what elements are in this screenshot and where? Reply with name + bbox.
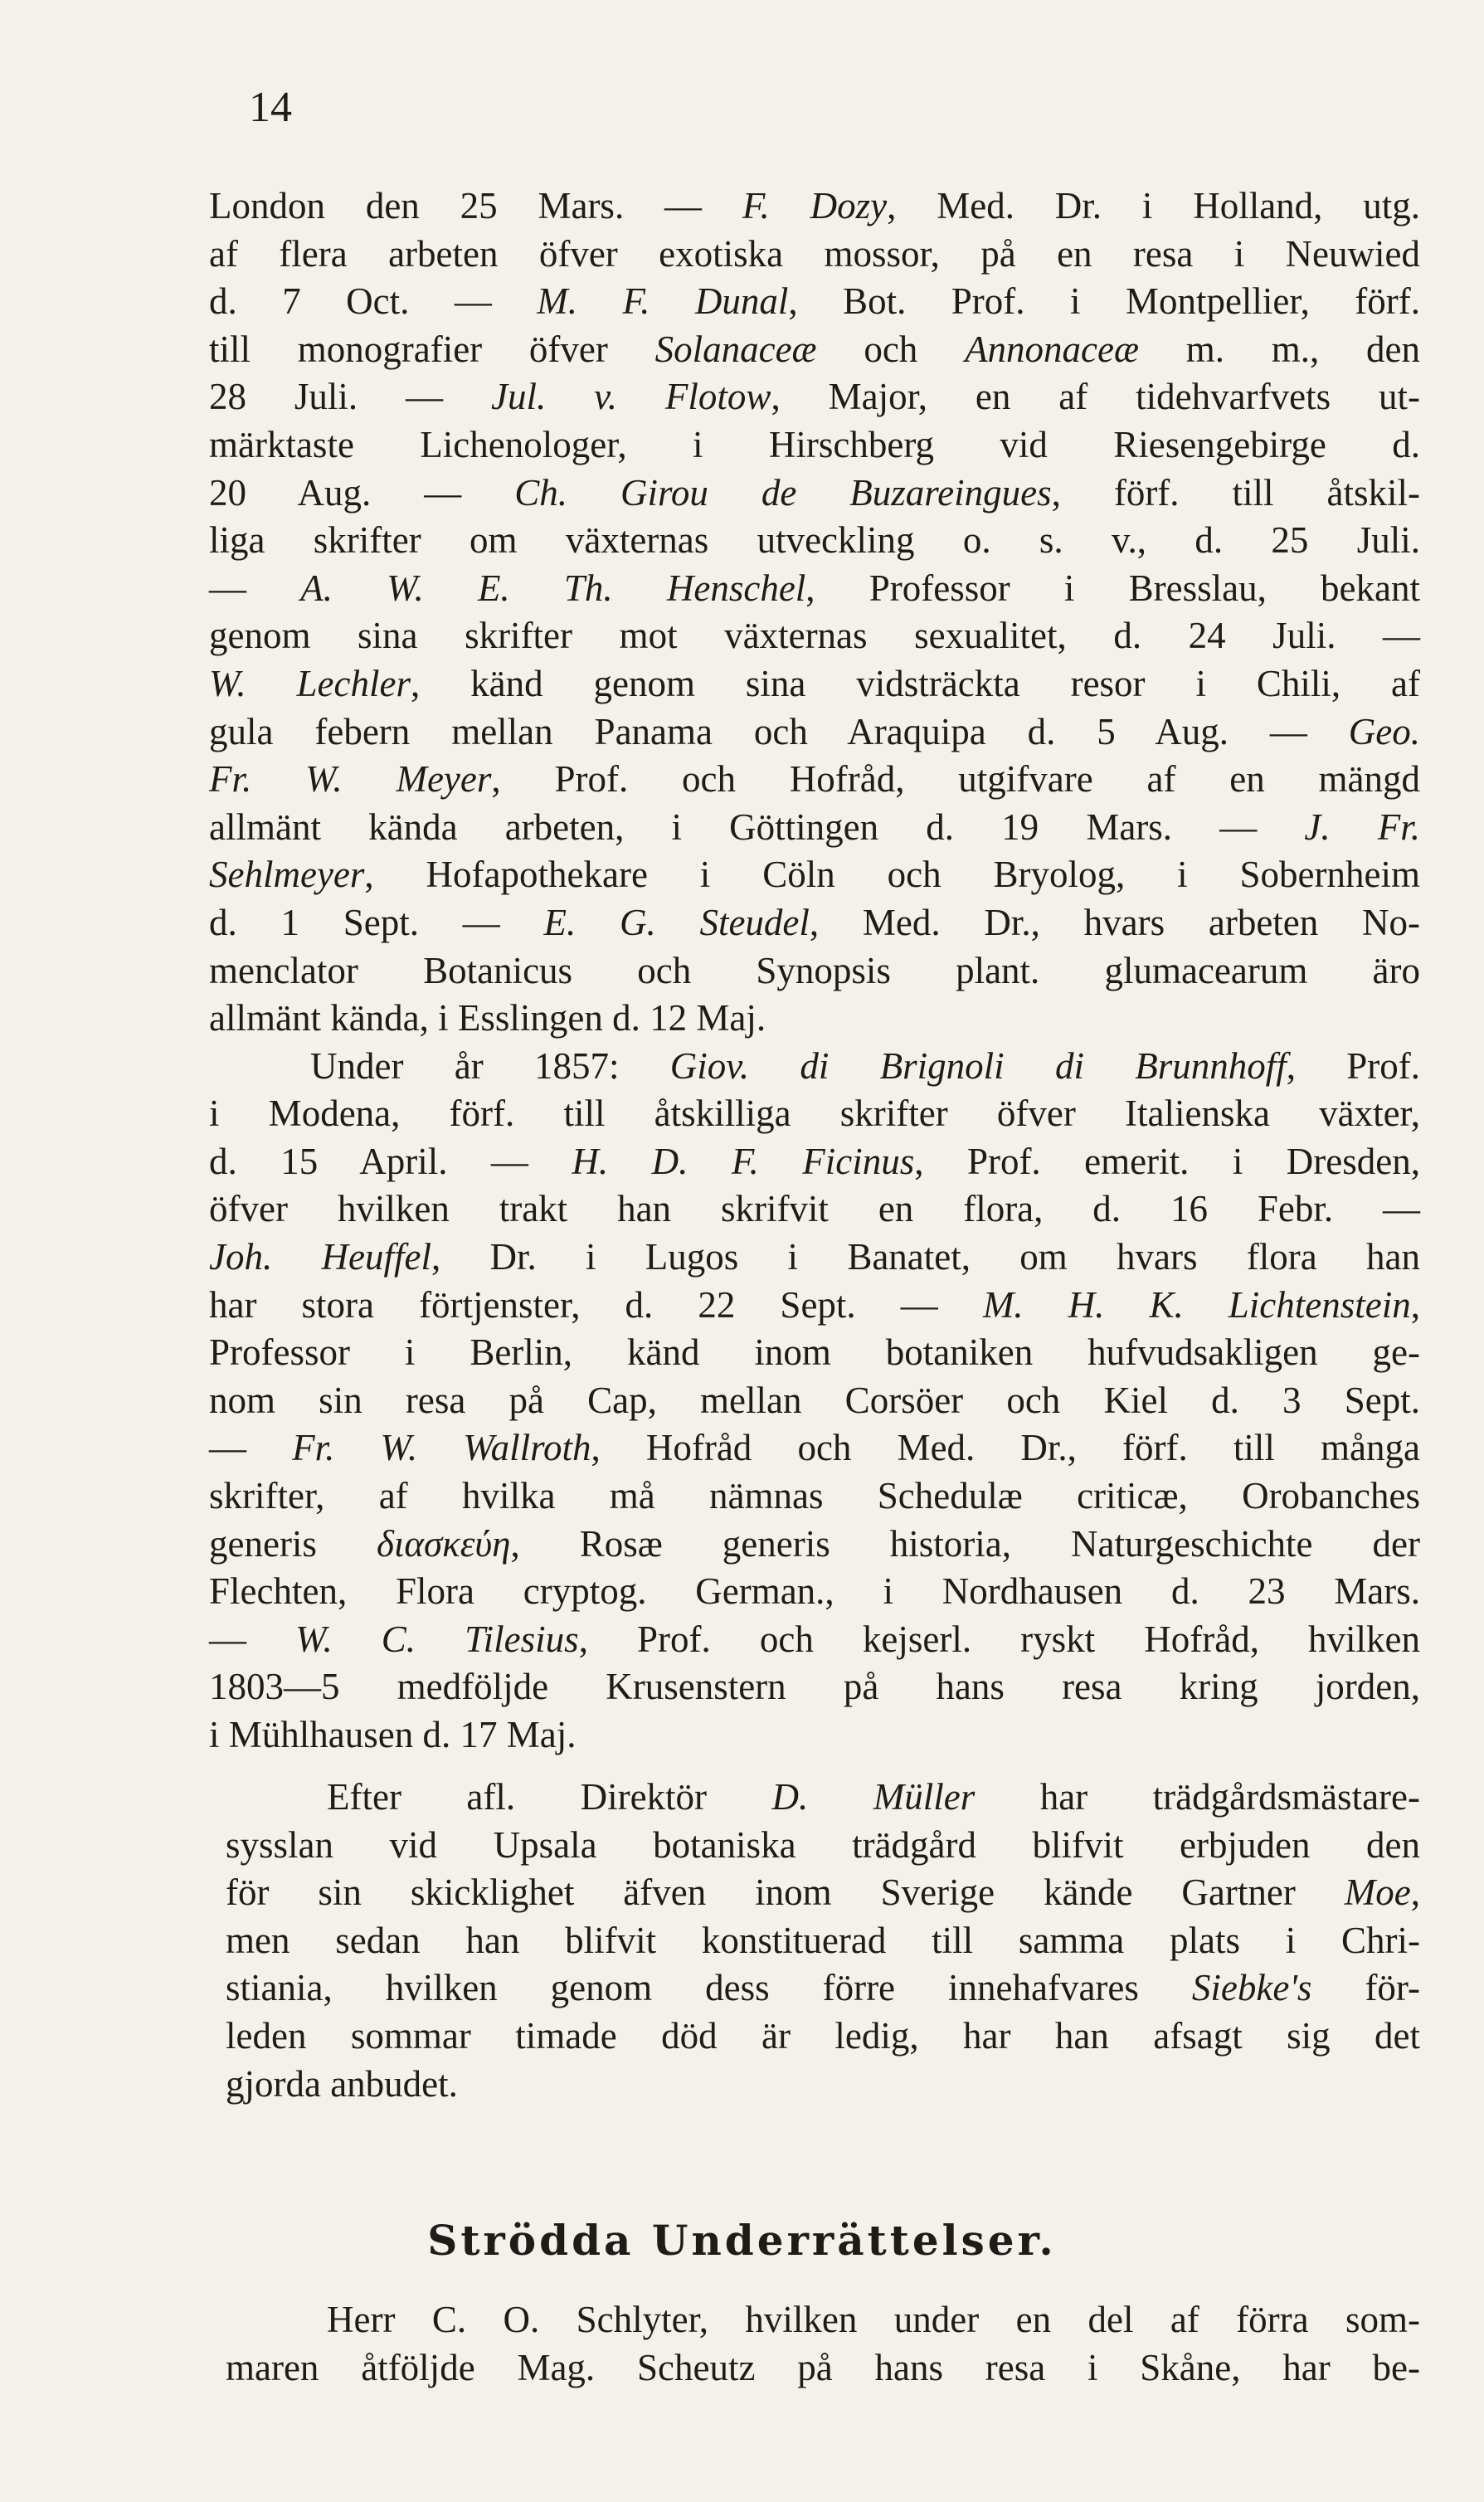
text-run: 1803—5 medföljde Krusenstern på hans resa kring jorden, — [209, 1666, 1420, 1708]
text-line — [209, 373, 1420, 421]
italic-name: J. Fr. — [1304, 806, 1420, 848]
text-run: har stora förtjenster, d. 22 Sept. — — [209, 1283, 983, 1326]
text-run: märktaste Lichenologer, i Hirschberg vid Riesengebirge d. — [209, 423, 1420, 465]
text-line — [209, 851, 1420, 899]
italic-name: Jul. v. Flotow — [491, 376, 771, 418]
text-line — [226, 2013, 1420, 2061]
text-run: har trädgårdsmästare- — [975, 1776, 1420, 1818]
text-line — [209, 1185, 1420, 1234]
text-line — [209, 1329, 1420, 1377]
text-line — [209, 470, 1420, 518]
text-run: 20 Aug. — — [209, 471, 515, 514]
text-line — [226, 1774, 1420, 1822]
text-run: i Mühlhausen d. 17 Maj. — [209, 1714, 577, 1755]
text-line — [209, 804, 1420, 852]
text-run: Herr C. O. Schlyter, hvilken under en del af förra som- — [327, 2299, 1420, 2340]
text-run: Under år 1857: — [310, 1044, 670, 1087]
text-run: d. 15 April. — — [209, 1140, 572, 1182]
text-line — [209, 1377, 1420, 1425]
text-run: d. 7 Oct. — — [209, 280, 538, 323]
text-run: m. m., den — [1139, 328, 1420, 370]
text-run: d. 1 Sept. — — [209, 901, 544, 943]
text-run: men sedan han blifvit konstituerad till samma plats i Chri- — [226, 1919, 1420, 1961]
text-run: allmänt kända arbeten, i Göttingen d. 19 Mars. — — [209, 806, 1305, 848]
italic-name: M. F. Dunal — [537, 280, 789, 323]
text-line — [209, 612, 1420, 660]
text-run: sysslan vid Upsala botaniska trädgård blifvit erbjuden den — [226, 1823, 1420, 1866]
italic-name: M. H. K. Lichtenstein — [982, 1283, 1411, 1326]
text-run: , Med. Dr., hvars arbeten No- — [809, 901, 1420, 943]
text-run: , Prof. och Hofråd, utgifvare af en mängd — [491, 758, 1420, 801]
text-line — [209, 756, 1420, 804]
text-run: , Professor i Bresslau, bekant — [805, 567, 1421, 609]
italic-name: W. Lechler — [209, 662, 411, 704]
text-line — [209, 1138, 1420, 1186]
text-line — [226, 2061, 1420, 2109]
gardener-notice-paragraph — [226, 1774, 1420, 2108]
italic-name: Annonaceæ — [965, 328, 1140, 370]
italic-name: Ch. Girou de Buzareingues — [514, 471, 1052, 514]
text-line — [209, 565, 1420, 613]
text-line — [209, 231, 1420, 279]
section-heading: Strödda Underrättelser. — [427, 2216, 1057, 2265]
text-line — [209, 183, 1420, 231]
obituary-paragraph — [209, 183, 1420, 1760]
text-run: Efter afl. Direktör — [327, 1776, 772, 1818]
text-run: skrifter, af hvilka må nämnas Schedulæ criticæ, Orobanches — [209, 1475, 1420, 1517]
text-line — [209, 1234, 1420, 1282]
text-run: stiania, hvilken genom dess förre innehafvares — [226, 1967, 1192, 2009]
text-run: Flechten, Flora cryptog. German., i Nordhausen d. 23 Mars. — [209, 1570, 1420, 1613]
italic-name: Geo. — [1348, 710, 1420, 752]
text-line — [226, 1822, 1420, 1870]
italic-name: Joh. Heuffel — [209, 1236, 431, 1278]
text-run: — — [209, 1618, 296, 1660]
text-line — [226, 1964, 1420, 2013]
italic-name: A. W. E. Th. Henschel — [300, 567, 806, 609]
italic-name: Fr. W. Meyer — [209, 758, 492, 801]
text-run: genom sina skrifter mot växternas sexualitet, d. 24 Juli. — — [209, 615, 1420, 657]
text-run: , Med. Dr. i Holland, utg. — [887, 185, 1421, 226]
text-run: , Major, en af tidehvarfvets ut- — [771, 376, 1420, 418]
text-line — [209, 421, 1420, 470]
text-line — [209, 1616, 1420, 1664]
text-run: Professor i Berlin, känd inom botaniken hufvudsakligen ge- — [209, 1331, 1420, 1374]
text-line — [209, 1282, 1420, 1330]
italic-name: Siebke's — [1191, 1967, 1312, 2009]
text-run: , — [1410, 1283, 1420, 1326]
text-run: , Prof. — [1286, 1044, 1421, 1087]
text-run: liga skrifter om växternas utveckling o. s. v., d. 25 Juli. — [209, 519, 1420, 562]
italic-name: Giov. di Brignoli di Brunnhoff — [669, 1044, 1287, 1087]
text-run: öfver hvilken trakt han skrifvit en flora, d. 16 Febr. — — [209, 1188, 1420, 1230]
text-run: , Hofråd och Med. Dr., förf. till många — [591, 1427, 1420, 1469]
text-line — [209, 995, 1420, 1043]
text-line — [209, 1472, 1420, 1521]
italic-name: Moe — [1344, 1872, 1411, 1914]
text-run: , Prof. emerit. i Dresden, — [914, 1140, 1420, 1182]
text-run: 28 Juli. — — [209, 376, 491, 418]
text-line — [209, 899, 1420, 947]
text-run: London den 25 Mars. — — [209, 185, 742, 226]
text-line — [209, 1711, 1420, 1760]
text-line — [209, 1424, 1420, 1472]
text-line — [226, 1917, 1420, 1965]
italic-name: Solanaceæ — [654, 328, 817, 370]
text-run: leden sommar timade död är ledig, har han afsagt sig det — [226, 2014, 1420, 2057]
text-run: i Modena, förf. till åtskilliga skrifter öfver Italienska växter, — [209, 1093, 1420, 1135]
text-line — [209, 708, 1420, 757]
text-line — [209, 517, 1420, 565]
text-run: för- — [1311, 1967, 1420, 2009]
news-paragraph — [226, 2296, 1420, 2392]
text-run: , förf. till åtskil- — [1051, 471, 1421, 514]
page-number: 14 — [249, 84, 292, 131]
text-run: menclator Botanicus och Synopsis plant. glumacearum äro — [209, 949, 1420, 991]
text-line — [226, 2344, 1420, 2392]
text-run: nom sin resa på Cap, mellan Corsöer och Kiel d. 3 Sept. — [209, 1379, 1420, 1421]
text-line — [209, 326, 1420, 374]
text-line — [226, 1869, 1420, 1917]
text-run: för sin skicklighet äfven inom Sverige kände Gartner — [226, 1872, 1345, 1914]
text-line — [209, 1663, 1420, 1711]
text-run: , känd genom sina vidsträckta resor i Chili, af — [410, 662, 1420, 704]
text-run: och — [816, 328, 966, 370]
italic-name: F. Dozy — [742, 185, 888, 226]
text-run: — — [209, 567, 301, 609]
text-run: , — [1410, 1872, 1420, 1914]
text-run: maren åtföljde Mag. Scheutz på hans resa i Skåne, har be- — [226, 2346, 1420, 2388]
text-run: till monografier öfver — [209, 328, 655, 370]
text-line — [209, 947, 1420, 995]
italic-name: Fr. W. Wallroth — [292, 1427, 591, 1469]
text-run: gjorda anbudet. — [226, 2062, 458, 2105]
italic-name: W. C. Tilesius — [295, 1618, 579, 1660]
text-run: , Bot. Prof. i Montpellier, förf. — [788, 280, 1420, 323]
text-run: gula febern mellan Panama och Araquipa d. 5 Aug. — — [209, 710, 1349, 752]
text-line — [209, 1043, 1420, 1091]
text-run: af flera arbeten öfver exotiska mossor, på en resa i Neuwied — [209, 232, 1420, 275]
italic-name: διασκεύη — [376, 1522, 511, 1565]
text-line — [209, 1090, 1420, 1138]
text-run: , Dr. i Lugos i Banatet, om hvars flora han — [431, 1236, 1420, 1278]
text-line — [226, 2296, 1420, 2344]
text-run: , Rosæ generis historia, Naturgeschichte der — [510, 1522, 1420, 1565]
italic-name: E. G. Steudel — [543, 901, 810, 943]
text-line — [209, 1521, 1420, 1569]
text-run: — — [209, 1427, 293, 1469]
italic-name: Sehlmeyer — [209, 854, 365, 896]
italic-name: D. Müller — [771, 1776, 976, 1818]
text-line — [209, 1568, 1420, 1616]
text-run: generis — [209, 1522, 377, 1565]
text-run: allmänt kända, i Esslingen d. 12 Maj. — [209, 997, 766, 1039]
text-line — [209, 660, 1420, 708]
italic-name: H. D. F. Ficinus — [572, 1140, 915, 1182]
text-run: , Prof. och kejserl. ryskt Hofråd, hvilken — [578, 1618, 1421, 1660]
text-line — [209, 278, 1420, 326]
text-run: , Hofapothekare i Cöln och Bryolog, i Sobernheim — [364, 854, 1420, 896]
